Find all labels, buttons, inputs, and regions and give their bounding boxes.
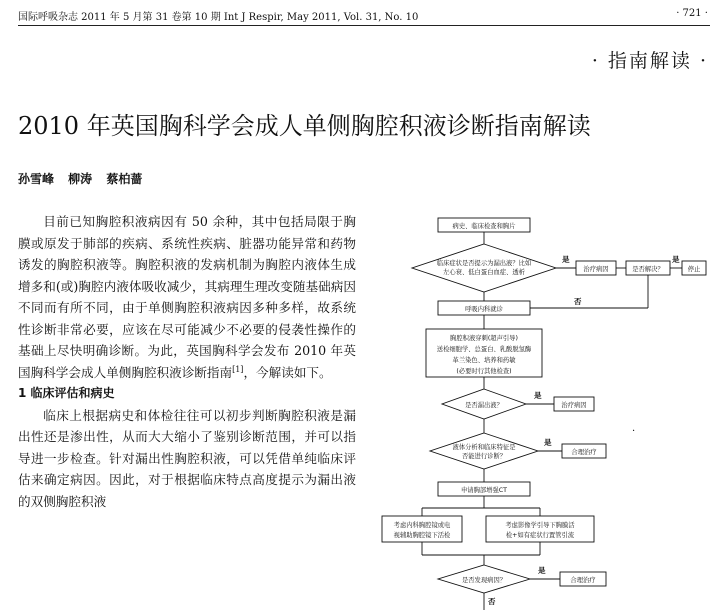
node-treat-cause-2-text: 治疗病因 (561, 402, 587, 409)
node-image-biopsy-text-1: 考虑影像学引导下胸膜活 (505, 522, 575, 529)
page-number: · 721 · (676, 8, 708, 19)
node-history-text: 病史、临床检查和胸片 (452, 223, 516, 230)
header-rule (18, 25, 710, 26)
node-thoracoscopy-text-2: 视辅助胸腔镜下活检 (393, 532, 451, 539)
node-treatment-2-text: 合理治疗 (570, 577, 596, 584)
stray-mark: · (632, 426, 636, 437)
node-is-transudate-text: 是否漏出液？ (465, 402, 503, 409)
node-thoracentesis-text-1: 胸腔积液穿刺(超声引导) (450, 335, 518, 342)
node-treatment-text: 合理治疗 (571, 449, 597, 456)
node-transudate-decision-text-2: 左心衰、低白蛋白血症、透析 (443, 269, 525, 276)
intro-text: 目前已知胸腔积液病因有 50 余种，其中包括局限于胸膜或原发于肺部的疾病、系统性疾病、脏器功能异常和药物诱发的胸腔积液等。胸腔积液的发病机制为胸腔内液体生成增多和(或)胸腔内液体吸收减少，其病理生理改变随基础病因不同而有所不同，由于单侧胸腔积液病因多种多样，故系统性诊断非常必要，应该在尽可能减少不必要的侵袭性操作的基础上尽快明确诊断。为此，英国胸科学会发布 2010 年英国胸科学会成人单侧胸腔积液诊断指南 (18, 214, 356, 380)
yes-label: 是 (534, 391, 542, 400)
journal-header: 国际呼吸杂志 2011 年 5 月第 31 卷第 10 期 Int J Respir, May 2011, Vol. 31, No. 10 (18, 12, 419, 23)
node-thoracentesis-text-3: 革兰染色、培养和药敏 (452, 357, 516, 364)
node-cause-found-text: 是否发现病因？ (461, 577, 507, 584)
intro-text-end: ，今解读如下。 (243, 364, 332, 380)
node-diagnosis-possible (430, 433, 538, 469)
node-ct-text: 申请胸部增强CT (460, 487, 508, 494)
node-transudate-decision-text: 临床症状是否提示为漏出液？比如 (436, 260, 532, 267)
intro-paragraph (18, 211, 356, 383)
reference-mark[interactable]: [1] (232, 364, 244, 374)
node-treat-cause-text: 治疗病因 (583, 266, 609, 273)
yes-label: 是 (544, 438, 552, 447)
authors: 孙雪峰 柳涛 蔡柏蔷 (18, 172, 143, 186)
section-tag: · 指南解读 · (591, 50, 708, 72)
node-thoracentesis-text-4: (必要时行其他检查) (456, 368, 512, 375)
no-label: 否 (574, 297, 582, 306)
body-text (18, 211, 356, 512)
yes-label: 是 (672, 255, 680, 264)
node-resolved-text: 是否解决？ (632, 266, 664, 273)
node-thoracoscopy-text-1: 考虑内科胸腔镜或电 (393, 522, 451, 529)
node-transudate-decision (412, 244, 556, 292)
node-image-biopsy-text-2: 检+如有症状行置管引流 (505, 532, 575, 539)
node-respiratory-text: 呼吸内科就诊 (465, 306, 503, 313)
section-heading: 1 临床评估和病史 (18, 386, 115, 400)
clinical-paragraph: 临床上根据病史和体检往往可以初步判断胸腔积液是漏出性还是渗出性，从而大大缩小了鉴别诊断范围，并可以指导进一步检查。针对漏出性胸腔积液，可以凭借单纯临床评估来确定病因。因此，对于根据临床特点高度提示为漏出液的双侧胸腔积液 (18, 407, 356, 509)
diagnosis-flowchart (378, 210, 708, 610)
node-thoracentesis-text-2: 送检细胞学、总蛋白、乳酸脱氢酶 (436, 346, 532, 353)
article-title: 2010 年英国胸科学会成人单侧胸腔积液诊断指南解读 (18, 112, 591, 140)
yes-label: 是 (562, 255, 570, 264)
no-label: 否 (488, 597, 496, 606)
node-diagnosis-possible-text-2: 否能进行诊断？ (461, 453, 507, 460)
yes-label: 是 (538, 566, 546, 575)
node-stop-text: 停止 (687, 266, 701, 273)
node-diagnosis-possible-text-1: 液体分析和临床特征是 (452, 444, 516, 451)
